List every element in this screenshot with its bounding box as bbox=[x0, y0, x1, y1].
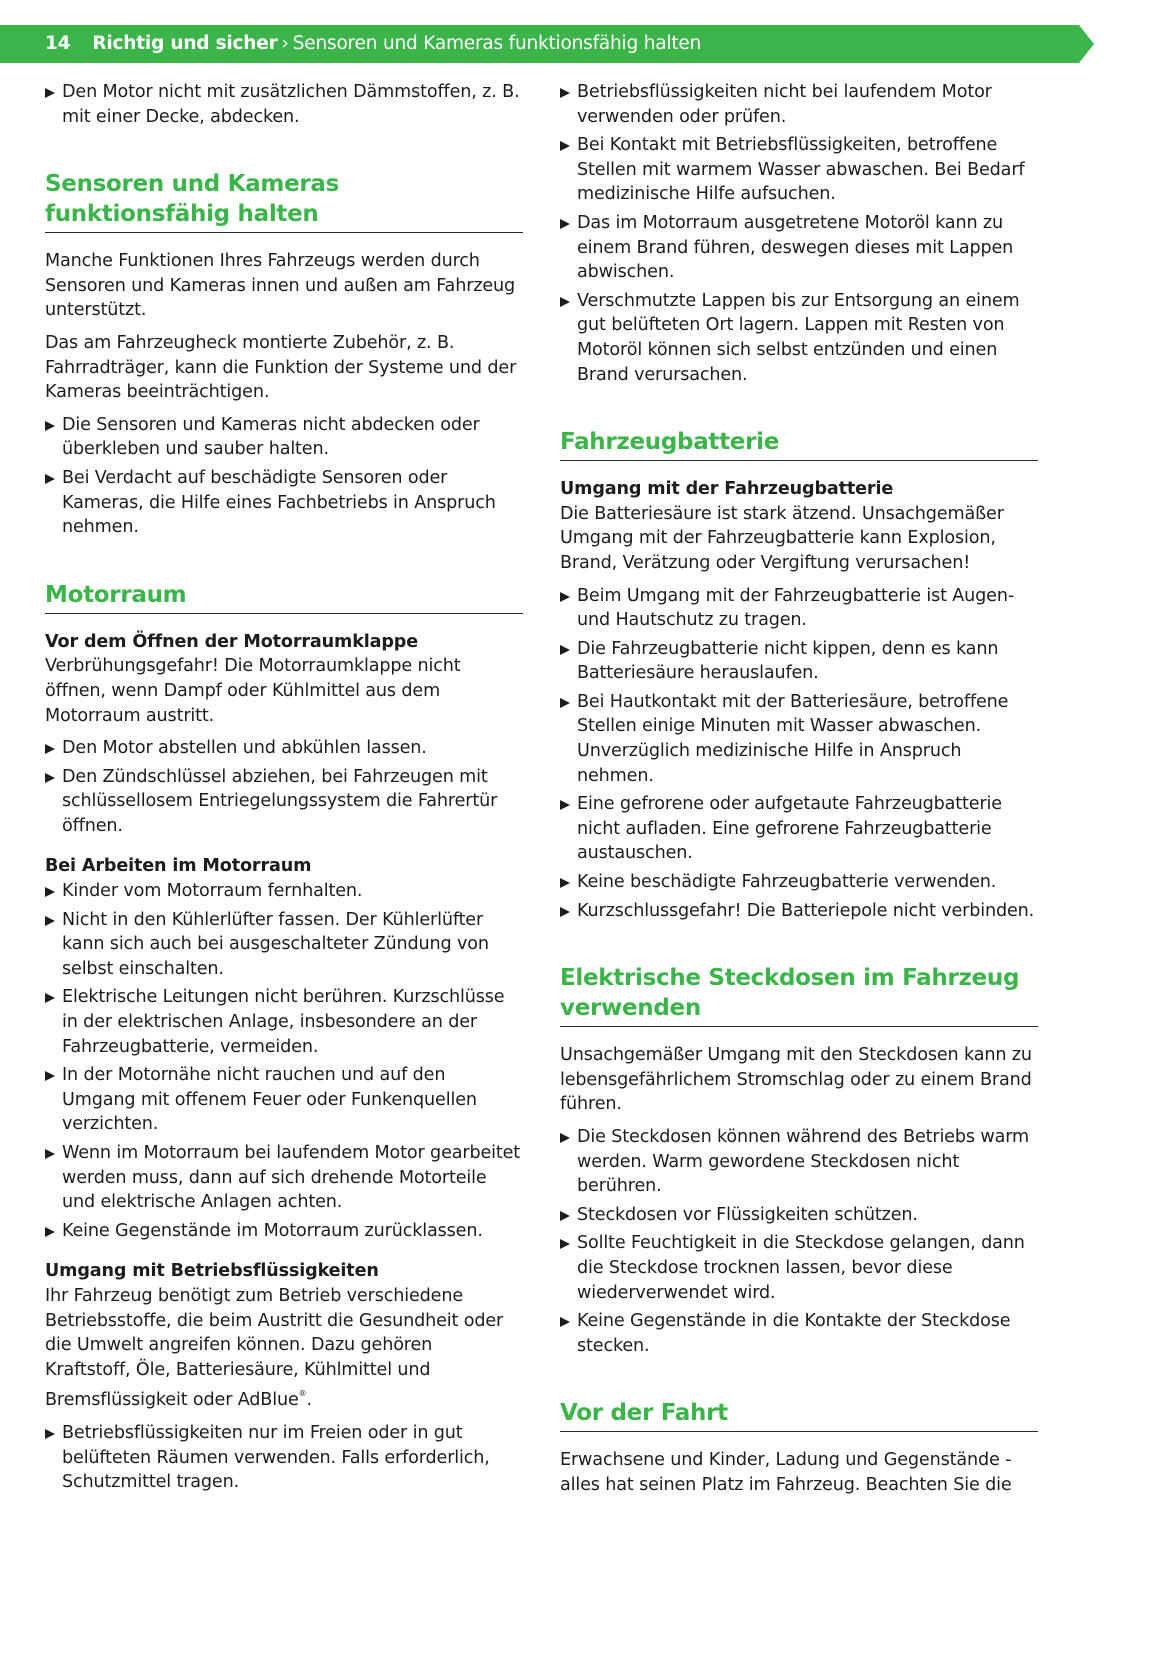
paragraph: Verbrühungsgefahr! Die Motorraumklappe nicht öffnen, wenn Dampf oder Kühlmittel aus dem Motorraum austritt. bbox=[45, 656, 461, 726]
list-item: Kurzschlussgefahr! Die Batteriepole nicht verbinden. bbox=[560, 899, 1038, 924]
list-item: Die Sensoren und Kameras nicht abdecken oder überkleben und sauber halten. bbox=[45, 413, 523, 462]
paragraph: Manche Funktionen Ihres Fahrzeugs werden durch Sensoren und Kameras innen und außen am Fahrzeug unterstützt. bbox=[45, 251, 516, 321]
subheading: Vor dem Öffnen der Motorraumklappe bbox=[45, 631, 419, 652]
subheading: Umgang mit der Fahrzeugbatterie bbox=[560, 479, 894, 500]
running-header bbox=[45, 25, 701, 63]
list-item: Die Fahrzeugbatterie nicht kippen, denn es kann Batteriesäure herauslaufen. bbox=[560, 637, 1038, 686]
triangle-bullet-icon bbox=[45, 421, 55, 431]
paragraph: Ihr Fahrzeug benötigt zum Betrieb verschiedene Betriebsstoffe, die beim Austritt die Gesundheit oder die Umwelt angreifen können. Dazu gehören Kraftstoff, Öle, Batteriesäure, Kühlmittel und Bremsflüssigkeit oder AdBlue®. bbox=[45, 1285, 504, 1411]
list-item: Sollte Feuchtigkeit in die Steckdose gelangen, dann die Steckdose trocknen lassen, bevor diese wiederverwendet wird. bbox=[560, 1231, 1038, 1305]
triangle-bullet-icon bbox=[560, 800, 570, 810]
triangle-bullet-icon bbox=[560, 219, 570, 229]
list-item: Eine gefrorene oder aufgetaute Fahrzeugbatterie nicht aufladen. Eine gefrorene Fahrzeugbatterie austauschen. bbox=[560, 792, 1038, 866]
paragraph: Die Batteriesäure ist stark ätzend. Unsachgemäßer Umgang mit der Fahrzeugbatterie kann Explosion, Brand, Verätzung oder Vergiftung verursachen! bbox=[560, 503, 1004, 573]
triangle-bullet-icon bbox=[560, 1211, 570, 1221]
triangle-bullet-icon bbox=[560, 698, 570, 708]
list-item: Kinder vom Motorraum fernhalten. bbox=[45, 879, 523, 904]
triangle-bullet-icon bbox=[45, 474, 55, 484]
triangle-bullet-icon bbox=[560, 141, 570, 151]
list-item: Steckdosen vor Flüssigkeiten schützen. bbox=[560, 1203, 1038, 1228]
page-header-bar bbox=[0, 25, 1094, 63]
list-item: Verschmutzte Lappen bis zur Entsorgung an einem gut belüfteten Ort lagern. Lappen mit Resten von Motoröl können sich selbst entzünden und einen Brand verursachen. bbox=[560, 289, 1038, 387]
section-title: Sensoren und Kameras funktionsfähig halten bbox=[292, 33, 702, 54]
list-item: Nicht in den Kühlerlüfter fassen. Der Kühlerlüfter kann sich auch bei ausgeschalteter Zündung von selbst einschalten. bbox=[45, 908, 523, 982]
triangle-bullet-icon bbox=[560, 297, 570, 307]
list-item: Bei Verdacht auf beschädigte Sensoren oder Kameras, die Hilfe eines Fachbetriebs in Anspruch nehmen. bbox=[45, 466, 523, 540]
triangle-bullet-icon bbox=[560, 592, 570, 602]
list-item: Bei Kontakt mit Betriebsflüssigkeiten, betroffene Stellen mit warmem Wasser abwaschen. Bei Bedarf medizinische Hilfe aufsuchen. bbox=[560, 133, 1038, 207]
list-item: Den Motor nicht mit zusätzlichen Dämmstoffen, z. B. mit einer Decke, abdecken. bbox=[45, 80, 523, 129]
registered-trademark: ® bbox=[298, 1389, 307, 1399]
subheading: Umgang mit Betriebsflüssigkeiten bbox=[45, 1261, 379, 1282]
triangle-bullet-icon bbox=[45, 887, 55, 897]
triangle-bullet-icon bbox=[560, 1133, 570, 1143]
page-number: 14 bbox=[45, 33, 71, 54]
list-item: Bei Hautkontakt mit der Batteriesäure, betroffene Stellen einige Minuten mit Wasser abwaschen. Unverzüglich medizinische Hilfe in Anspruch nehmen. bbox=[560, 690, 1038, 788]
chapter-title: Richtig und sicher bbox=[92, 33, 278, 54]
list-item: Keine Gegenstände in die Kontakte der Steckdose stecken. bbox=[560, 1309, 1038, 1358]
list-item: Den Zündschlüssel abziehen, bei Fahrzeugen mit schlüssellosem Entriegelungssystem die Fahrertür öffnen. bbox=[45, 765, 523, 839]
section-heading-sockets: Elektrische Steckdosen im Fahrzeug verwenden bbox=[560, 963, 1038, 1027]
triangle-bullet-icon bbox=[45, 88, 55, 98]
triangle-bullet-icon bbox=[560, 907, 570, 917]
paragraph: Das am Fahrzeugheck montierte Zubehör, z. B. Fahrradträger, kann die Funktion der Systeme und der Kameras beeinträchtigen. bbox=[45, 332, 517, 403]
section-heading-motorraum: Motorraum bbox=[45, 580, 523, 614]
list-item: Betriebsflüssigkeiten nicht bei laufendem Motor verwenden oder prüfen. bbox=[560, 80, 1038, 129]
triangle-bullet-icon bbox=[45, 1227, 55, 1237]
list-item: Elektrische Leitungen nicht berühren. Kurzschlüsse in der elektrischen Anlage, insbesondere an der Fahrzeugbatterie, vermeiden. bbox=[45, 985, 523, 1059]
right-column bbox=[560, 80, 1038, 1506]
triangle-bullet-icon bbox=[45, 744, 55, 754]
triangle-bullet-icon bbox=[45, 1429, 55, 1439]
triangle-bullet-icon bbox=[45, 916, 55, 926]
section-heading-battery: Fahrzeugbatterie bbox=[560, 427, 1038, 461]
list-item: Die Steckdosen können während des Betriebs warm werden. Warm gewordene Steckdosen nicht berühren. bbox=[560, 1125, 1038, 1199]
triangle-bullet-icon bbox=[45, 1071, 55, 1081]
triangle-bullet-icon bbox=[45, 993, 55, 1003]
breadcrumb-separator: › bbox=[281, 33, 289, 54]
subheading: Bei Arbeiten im Motorraum bbox=[45, 856, 312, 877]
list-item: Betriebsflüssigkeiten nur im Freien oder in gut belüfteten Räumen verwenden. Falls erforderlich, Schutzmittel tragen. bbox=[45, 1421, 523, 1495]
triangle-bullet-icon bbox=[560, 88, 570, 98]
left-column bbox=[45, 80, 523, 1499]
triangle-bullet-icon bbox=[45, 1149, 55, 1159]
list-item: Beim Umgang mit der Fahrzeugbatterie ist Augen- und Hautschutz zu tragen. bbox=[560, 584, 1038, 633]
paragraph: Erwachsene und Kinder, Ladung und Gegenstände - alles hat seinen Platz im Fahrzeug. Beachten Sie die bbox=[560, 1450, 1012, 1495]
list-item: Keine beschädigte Fahrzeugbatterie verwenden. bbox=[560, 870, 1038, 895]
list-item: Keine Gegenstände im Motorraum zurücklassen. bbox=[45, 1219, 523, 1244]
list-item: Wenn im Motorraum bei laufendem Motor gearbeitet werden muss, dann auf sich drehende Motorteile und elektrische Anlagen achten. bbox=[45, 1141, 523, 1215]
section-heading-sensors: Sensoren und Kameras funktionsfähig halten bbox=[45, 169, 523, 233]
list-item: Das im Motorraum ausgetretene Motoröl kann zu einem Brand führen, deswegen dieses mit Lappen abwischen. bbox=[560, 211, 1038, 285]
triangle-bullet-icon bbox=[560, 1239, 570, 1249]
triangle-bullet-icon bbox=[560, 645, 570, 655]
triangle-bullet-icon bbox=[45, 773, 55, 783]
triangle-bullet-icon bbox=[560, 878, 570, 888]
list-item: In der Motornähe nicht rauchen und auf den Umgang mit offenem Feuer oder Funkenquellen verzichten. bbox=[45, 1063, 523, 1137]
section-heading-before-drive: Vor der Fahrt bbox=[560, 1398, 1038, 1432]
triangle-bullet-icon bbox=[560, 1317, 570, 1327]
list-item: Den Motor abstellen und abkühlen lassen. bbox=[45, 736, 523, 761]
paragraph: Unsachgemäßer Umgang mit den Steckdosen kann zu lebensgefährlichem Stromschlag oder zu einem Brand führen. bbox=[560, 1045, 1032, 1115]
